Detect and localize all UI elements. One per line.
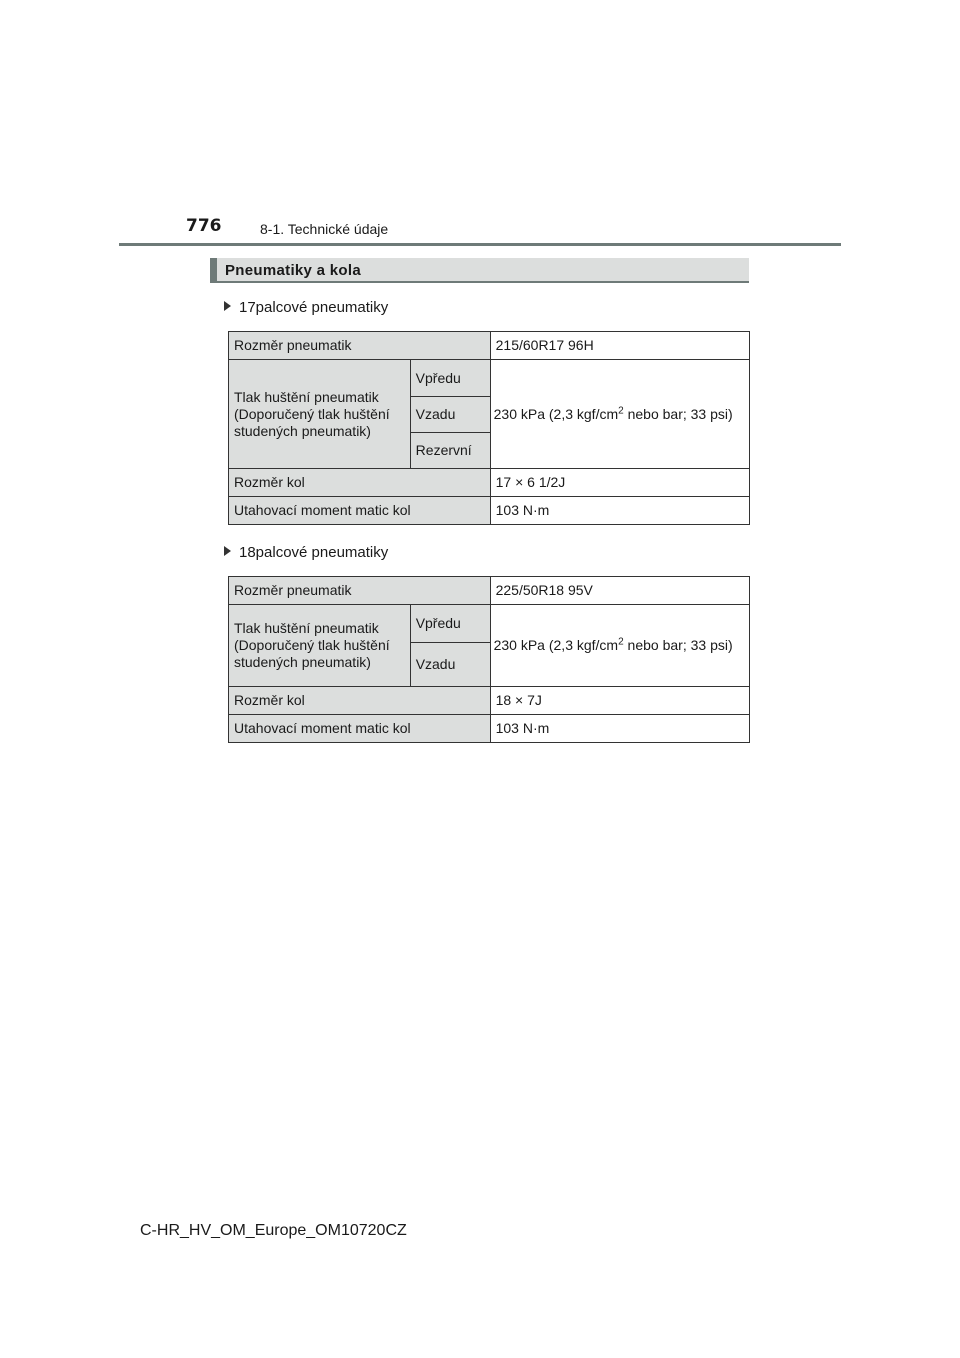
pressure-value: 230 kPa (2,3 kgf/$cm^2$ nebo bar; 33 psi): [490, 605, 749, 687]
section-title: Pneumatiky a kola: [225, 262, 361, 279]
torque-label: Utahovací moment matic kol: [229, 715, 491, 743]
pressure-label: Tlak huštění pneumatik (Doporučený tlak huštění studených pneumatik): [229, 360, 411, 469]
table-row: [229, 605, 750, 643]
table-row: [229, 715, 750, 743]
triangle-bullet-icon: [224, 546, 231, 556]
position-spare: Rezervní: [410, 433, 490, 469]
table-row: [229, 497, 750, 525]
wheel-size-value: 18 × 7J: [490, 687, 749, 715]
document-code: C-HR_HV_OM_Europe_OM10720CZ: [140, 1222, 407, 1239]
tire-spec-table-17: [228, 331, 750, 525]
torque-value: 103 N·m: [490, 497, 749, 525]
position-front: Vpředu: [410, 605, 490, 643]
position-front: Vpředu: [410, 360, 490, 397]
torque-value: 103 N·m: [490, 715, 749, 743]
position-rear: Vzadu: [410, 643, 490, 687]
wheel-size-label: Rozměr kol: [229, 469, 491, 497]
table-row: [229, 360, 750, 397]
torque-label: Utahovací moment matic kol: [229, 497, 491, 525]
table-row: [229, 469, 750, 497]
wheel-size-label: Rozměr kol: [229, 687, 491, 715]
pressure-label: Tlak huštění pneumatik (Doporučený tlak huštění studených pneumatik): [229, 605, 411, 687]
subheading-17-inch: [224, 299, 388, 316]
table-row: [229, 577, 750, 605]
tire-size-label: Rozměr pneumatik: [229, 577, 491, 605]
running-head: 8-1. Technické údaje: [260, 221, 389, 237]
subheading-18-inch: [224, 544, 388, 561]
section-heading: [210, 258, 749, 283]
header-divider: [119, 243, 841, 246]
subheading-text: 18palcové pneumatiky: [239, 544, 389, 561]
tire-size-label: Rozměr pneumatik: [229, 332, 491, 360]
wheel-size-value: 17 × 6 1/2J: [490, 469, 749, 497]
page-number: 776: [186, 216, 222, 236]
tire-size-value: 215/60R17 96H: [490, 332, 749, 360]
pressure-value: 230 kPa (2,3 kgf/$cm^2$ nebo bar; 33 psi): [490, 360, 749, 469]
table-row: [229, 332, 750, 360]
triangle-bullet-icon: [224, 301, 231, 311]
table-row: [229, 687, 750, 715]
tire-spec-table-18: [228, 576, 750, 743]
tire-size-value: 225/50R18 95V: [490, 577, 749, 605]
subheading-text: 17palcové pneumatiky: [239, 299, 389, 316]
position-rear: Vzadu: [410, 397, 490, 433]
